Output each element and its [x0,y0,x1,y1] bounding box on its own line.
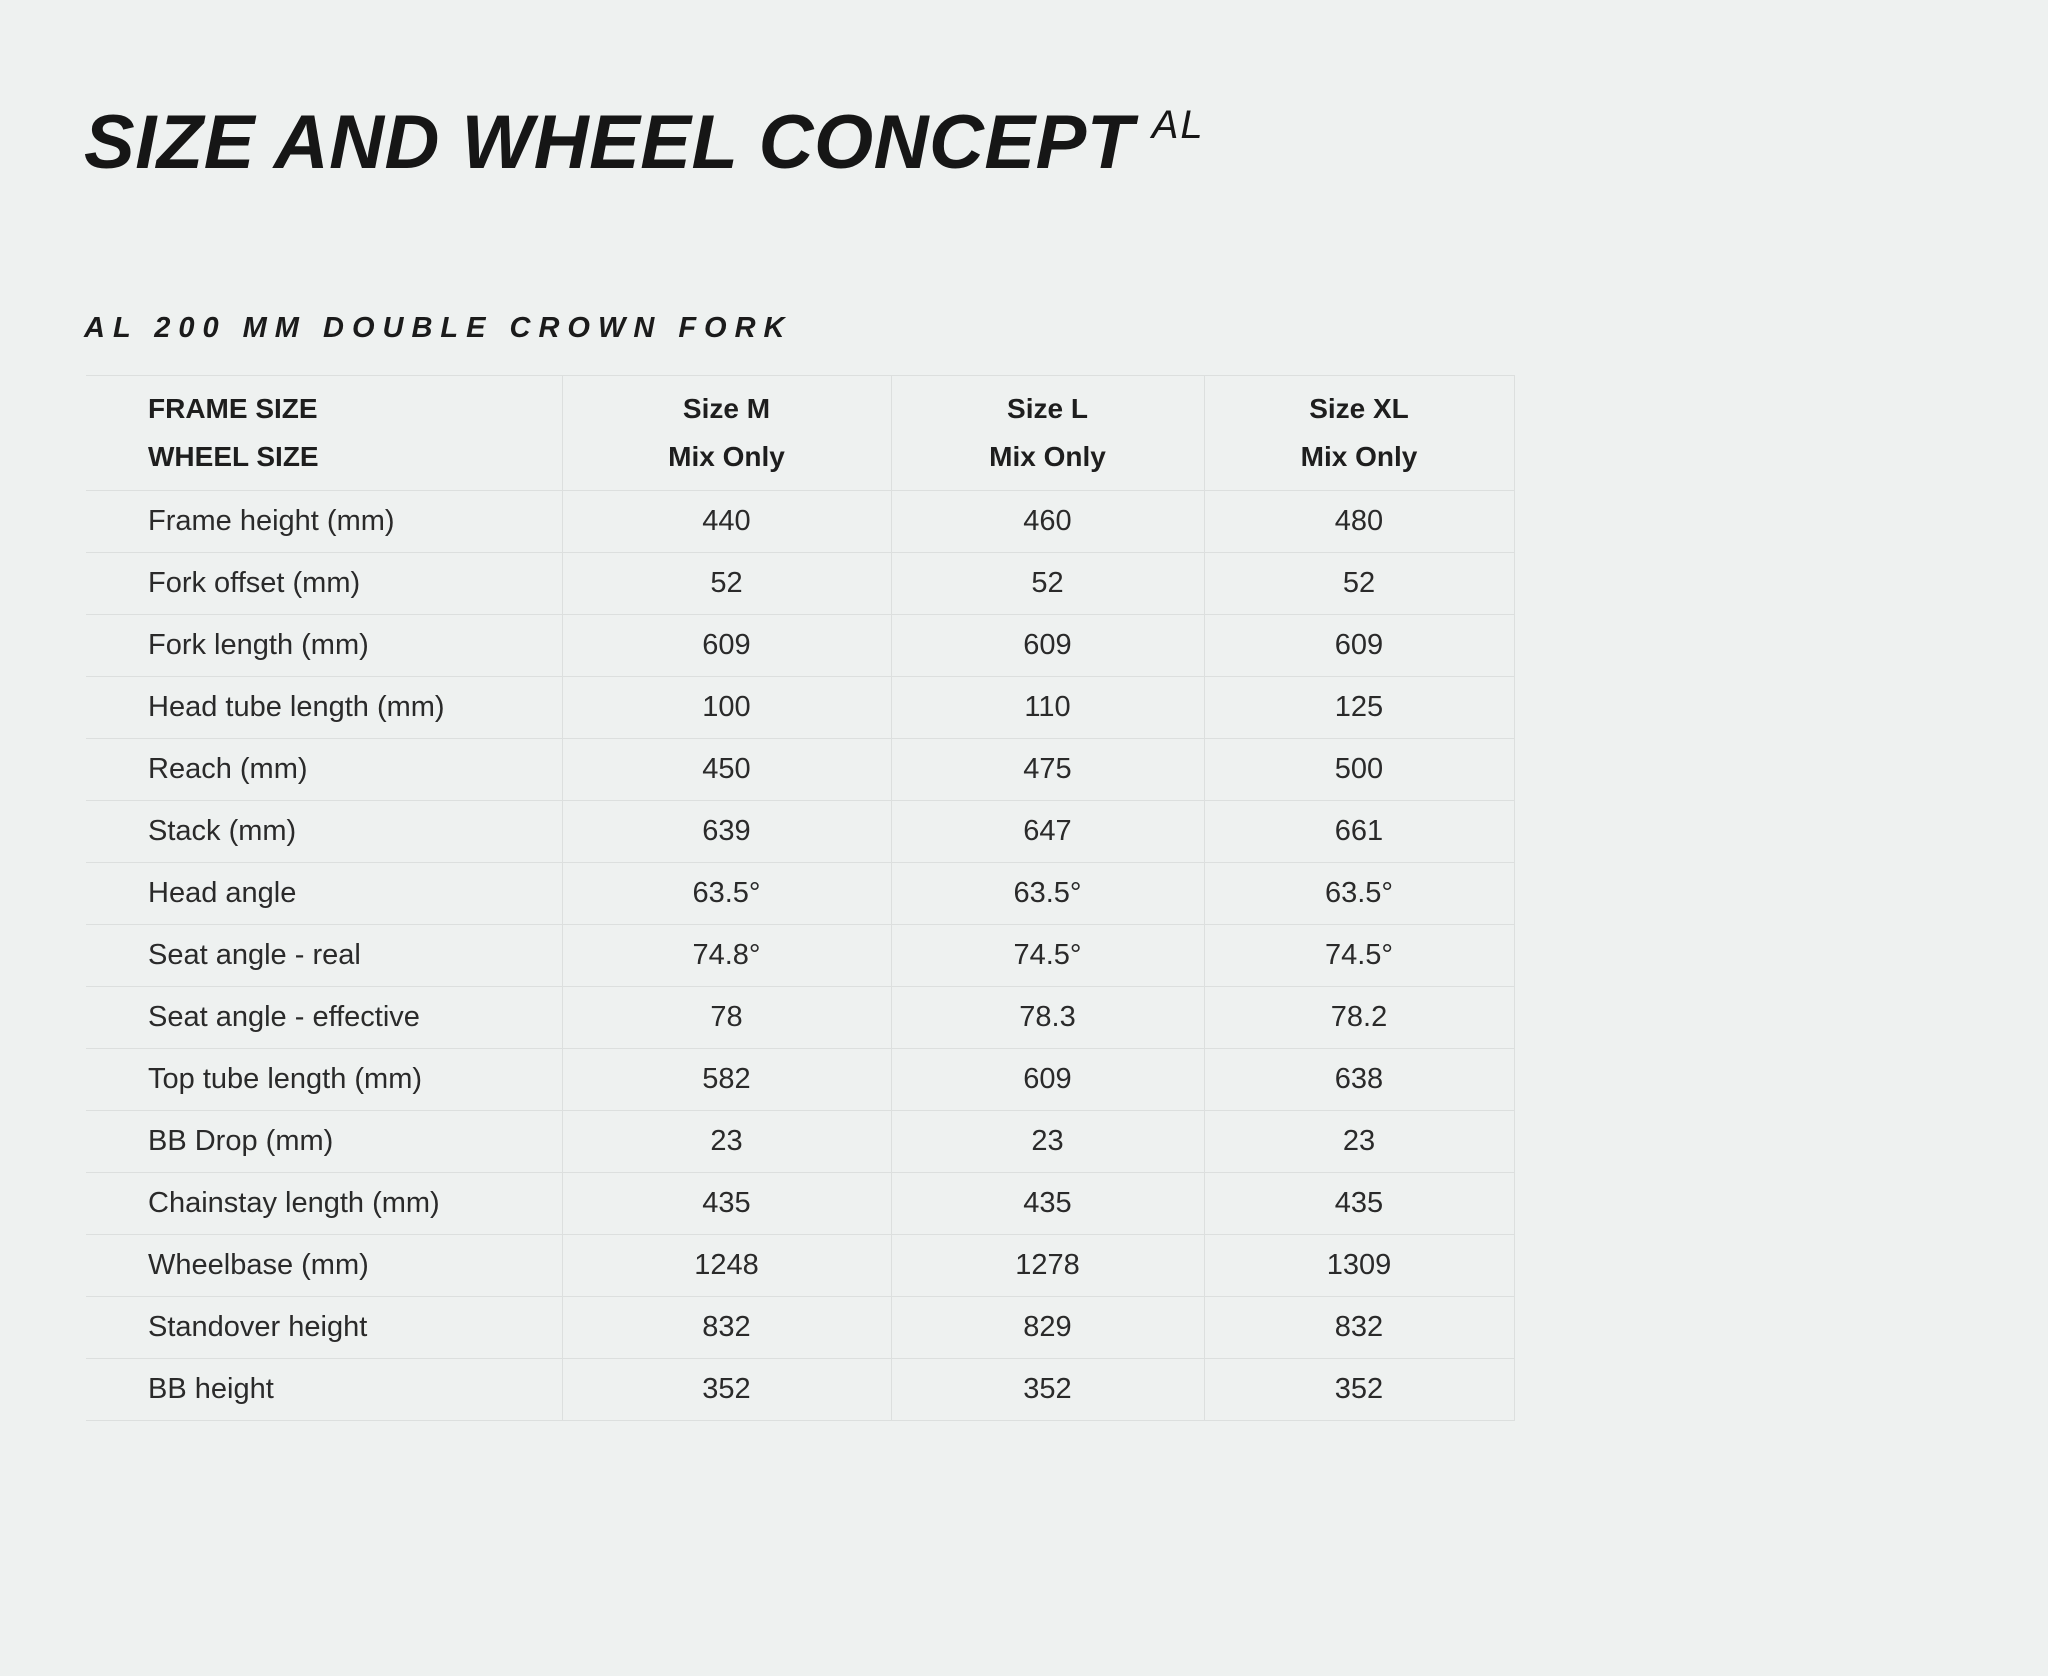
cell-size-l: 78.3 [891,987,1204,1049]
row-label: Chainstay length (mm) [86,1173,562,1235]
cell-size-l: 1278 [891,1235,1204,1297]
cell-size-l: 609 [891,1049,1204,1111]
header-size-xl [1204,376,1514,491]
wheel-size-label: WHEEL SIZE [148,441,319,472]
cell-size-l: 435 [891,1173,1204,1235]
cell-size-l: 475 [891,739,1204,801]
header-label-cell [86,376,562,491]
cell-size-m: 450 [562,739,891,801]
cell-size-l: 23 [891,1111,1204,1173]
row-label: Fork length (mm) [86,615,562,677]
column-size-name: Size XL [1309,393,1409,424]
cell-size-m: 23 [562,1111,891,1173]
cell-size-xl: 63.5° [1204,863,1514,925]
cell-size-m: 440 [562,491,891,553]
column-size-name: Size L [1007,393,1088,424]
cell-size-l: 110 [891,677,1204,739]
row-label: Frame height (mm) [86,491,562,553]
header-size-l [891,376,1204,491]
column-wheel-name: Mix Only [989,441,1106,472]
row-label: Head angle [86,863,562,925]
row-label: Fork offset (mm) [86,553,562,615]
table-row [86,1173,1514,1235]
row-label: Standover height [86,1297,562,1359]
table-row [86,863,1514,925]
cell-size-l: 647 [891,801,1204,863]
page-title-text: SIZE AND WHEEL CONCEPT [84,100,1134,185]
page-title [84,98,1205,200]
table-row [86,739,1514,801]
cell-size-m: 1248 [562,1235,891,1297]
row-label: BB height [86,1359,562,1421]
cell-size-l: 829 [891,1297,1204,1359]
cell-size-m: 639 [562,801,891,863]
cell-size-xl: 500 [1204,739,1514,801]
table-row [86,553,1514,615]
cell-size-l: 74.5° [891,925,1204,987]
row-label: Seat angle - real [86,925,562,987]
cell-size-m: 582 [562,1049,891,1111]
table-row [86,987,1514,1049]
cell-size-xl: 1309 [1204,1235,1514,1297]
row-label: Stack (mm) [86,801,562,863]
cell-size-m: 609 [562,615,891,677]
cell-size-l: 352 [891,1359,1204,1421]
cell-size-xl: 609 [1204,615,1514,677]
cell-size-m: 100 [562,677,891,739]
geometry-table [86,375,1515,1421]
cell-size-xl: 638 [1204,1049,1514,1111]
column-wheel-name: Mix Only [1300,441,1418,472]
cell-size-m: 78 [562,987,891,1049]
cell-size-l: 63.5° [891,863,1204,925]
row-label: Head tube length (mm) [86,677,562,739]
header-size-m [562,376,891,491]
cell-size-xl: 832 [1204,1297,1514,1359]
cell-size-m: 52 [562,553,891,615]
column-wheel-name: Mix Only [668,441,785,472]
page-title-superscript: AL [1151,103,1205,147]
cell-size-m: 63.5° [562,863,891,925]
row-label: BB Drop (mm) [86,1111,562,1173]
frame-size-label: FRAME SIZE [148,393,318,424]
table-row [86,1235,1514,1297]
cell-size-xl: 661 [1204,801,1514,863]
cell-size-xl: 74.5° [1204,925,1514,987]
row-label: Wheelbase (mm) [86,1235,562,1297]
cell-size-l: 52 [891,553,1204,615]
cell-size-l: 460 [891,491,1204,553]
table-row [86,615,1514,677]
cell-size-l: 609 [891,615,1204,677]
cell-size-m: 352 [562,1359,891,1421]
row-label: Reach (mm) [86,739,562,801]
section-subtitle: AL 200 MM DOUBLE CROWN FORK [84,312,793,344]
table-row [86,925,1514,987]
cell-size-xl: 78.2 [1204,987,1514,1049]
table-row [86,1297,1514,1359]
cell-size-xl: 435 [1204,1173,1514,1235]
row-label: Seat angle - effective [86,987,562,1049]
cell-size-xl: 352 [1204,1359,1514,1421]
cell-size-xl: 52 [1204,553,1514,615]
table-row [86,1049,1514,1111]
cell-size-m: 832 [562,1297,891,1359]
table-row [86,801,1514,863]
table-row [86,1359,1514,1421]
cell-size-xl: 480 [1204,491,1514,553]
cell-size-xl: 23 [1204,1111,1514,1173]
table-row [86,491,1514,553]
table-header-row [86,376,1514,491]
cell-size-m: 74.8° [562,925,891,987]
table-row [86,677,1514,739]
cell-size-xl: 125 [1204,677,1514,739]
row-label: Top tube length (mm) [86,1049,562,1111]
cell-size-m: 435 [562,1173,891,1235]
column-size-name: Size M [682,393,771,424]
table-row [86,1111,1514,1173]
